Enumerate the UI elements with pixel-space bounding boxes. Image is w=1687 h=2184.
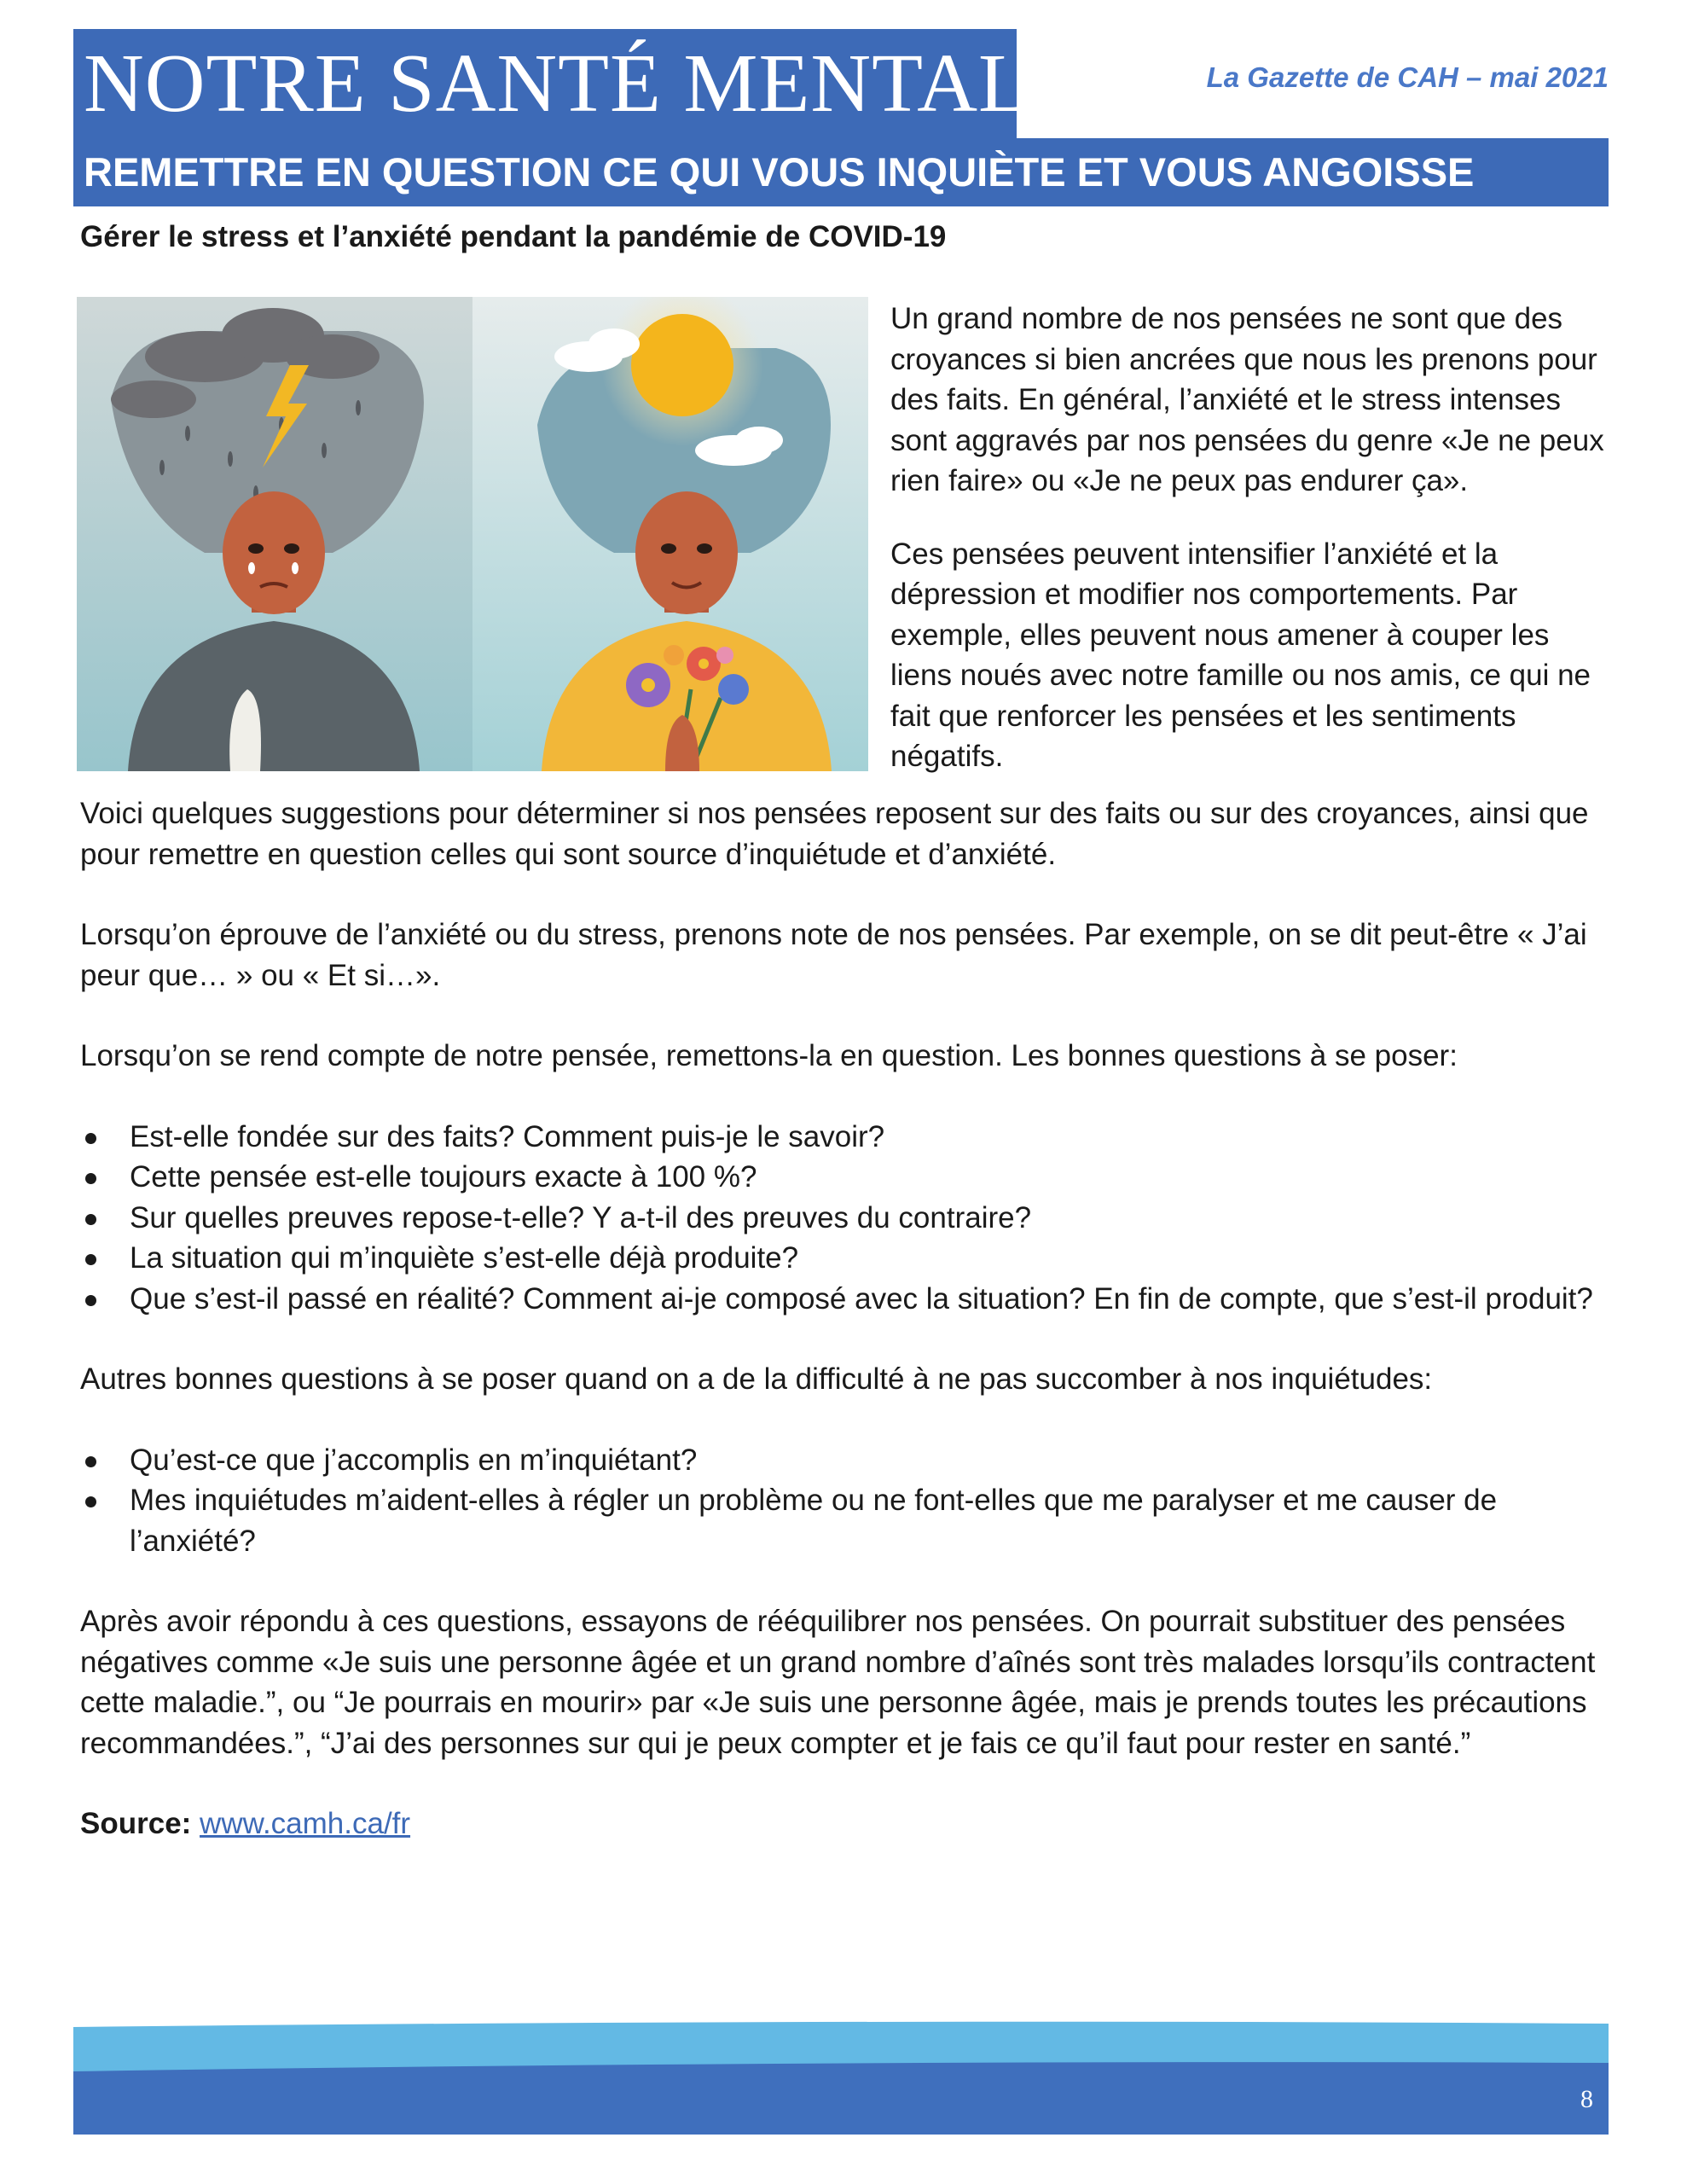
source-label: Source:	[80, 1807, 192, 1840]
list-item: Est-elle fondée sur des faits? Comment puis-je le savoir?	[80, 1117, 1615, 1158]
section-banner: REMETTRE EN QUESTION CE QUI VOUS INQUIÈTE ET VOUS ANGOISSE	[73, 138, 1609, 206]
intro-paragraph-1: Un grand nombre de nos pensées ne sont que des croyances si bien ancrées que nous les prenons pour des faits. En général, l’anxiété et le stress intenses sont aggravés par nos pensées du genre «Je ne peux rien faire» ou «Je ne peux pas endurer ça».	[890, 302, 1604, 497]
footer-wave	[73, 2018, 1609, 2135]
page-number: 8	[1580, 2085, 1593, 2113]
source-line	[80, 1804, 1615, 1844]
list-item: Cette pensée est-elle toujours exacte à 100 %?	[80, 1157, 1615, 1198]
list-item: Mes inquiétudes m’aident-elles à régler un problème ou ne font-elles que me paralyser et me causer de l’anxiété?	[80, 1480, 1615, 1561]
body-note-thoughts: Lorsqu’on éprouve de l’anxiété ou du stress, prenons note de nos pensées. Par exemple, on se dit peut-être « J’ai peur que… » ou « Et si…».	[80, 918, 1587, 992]
other-questions-list	[80, 1440, 1615, 1562]
intro-column	[890, 299, 1615, 810]
list-item: La situation qui m’inquiète s’est-elle déjà produite?	[80, 1238, 1615, 1279]
intro-paragraph-2: Ces pensées peuvent intensifier l’anxiété et la dépression et modifier nos comportements. Par exemple, elles peuvent nous amener à couper les liens noués avec notre famille ou nos amis, ce qui ne fait que renforcer les pensées et les sentiments négatifs.	[890, 537, 1591, 773]
article-subtitle: Gérer le stress et l’anxiété pendant la pandémie de COVID-19	[80, 220, 947, 253]
issue-label: La Gazette de CAH – mai 2021	[1206, 61, 1609, 93]
source-link[interactable]: www.camh.ca/fr	[200, 1807, 411, 1840]
list-item: Sur quelles preuves repose-t-elle? Y a-t-il des preuves du contraire?	[80, 1198, 1615, 1239]
questions-list	[80, 1117, 1615, 1320]
body-question-thoughts: Lorsqu’on se rend compte de notre pensée, remettons-la en question. Les bonnes questions à se poser:	[80, 1039, 1458, 1072]
storm-and-sun-illustration	[77, 297, 868, 771]
list-item: Que s’est-il passé en réalité? Comment ai-je composé avec la situation? En fin de compte, que s’est-il produit?	[80, 1279, 1615, 1320]
body-intro: Voici quelques suggestions pour déterminer si nos pensées reposent sur des faits ou sur des croyances, ainsi que pour remettre en question celles qui sont source d’inquiétude et d’anxiété.	[80, 797, 1589, 871]
article-body	[80, 793, 1615, 1885]
body-other-questions: Autres bonnes questions à se poser quand on a de la difficulté à ne pas succomber à nos inquiétudes:	[80, 1362, 1433, 1396]
newsletter-title: NOTRE SANTÉ MENTALE	[73, 29, 1017, 138]
body-rebalance: Après avoir répondu à ces questions, essayons de rééquilibrer nos pensées. On pourrait substituer des pensées négatives comme «Je suis une personne âgée et un grand nombre d’aînés sont très malades lorsqu’ils contractent cette maladie.”, ou “Je pourrais en mourir» par «Je suis une personne âgée, mais je prends toutes les précautions recommandées.”, “J’ai des personnes sur qui je peux compter et je fais ce qu’il faut pour rester en santé.”	[80, 1605, 1596, 1760]
list-item: Qu’est-ce que j’accomplis en m’inquiétant?	[80, 1440, 1615, 1481]
